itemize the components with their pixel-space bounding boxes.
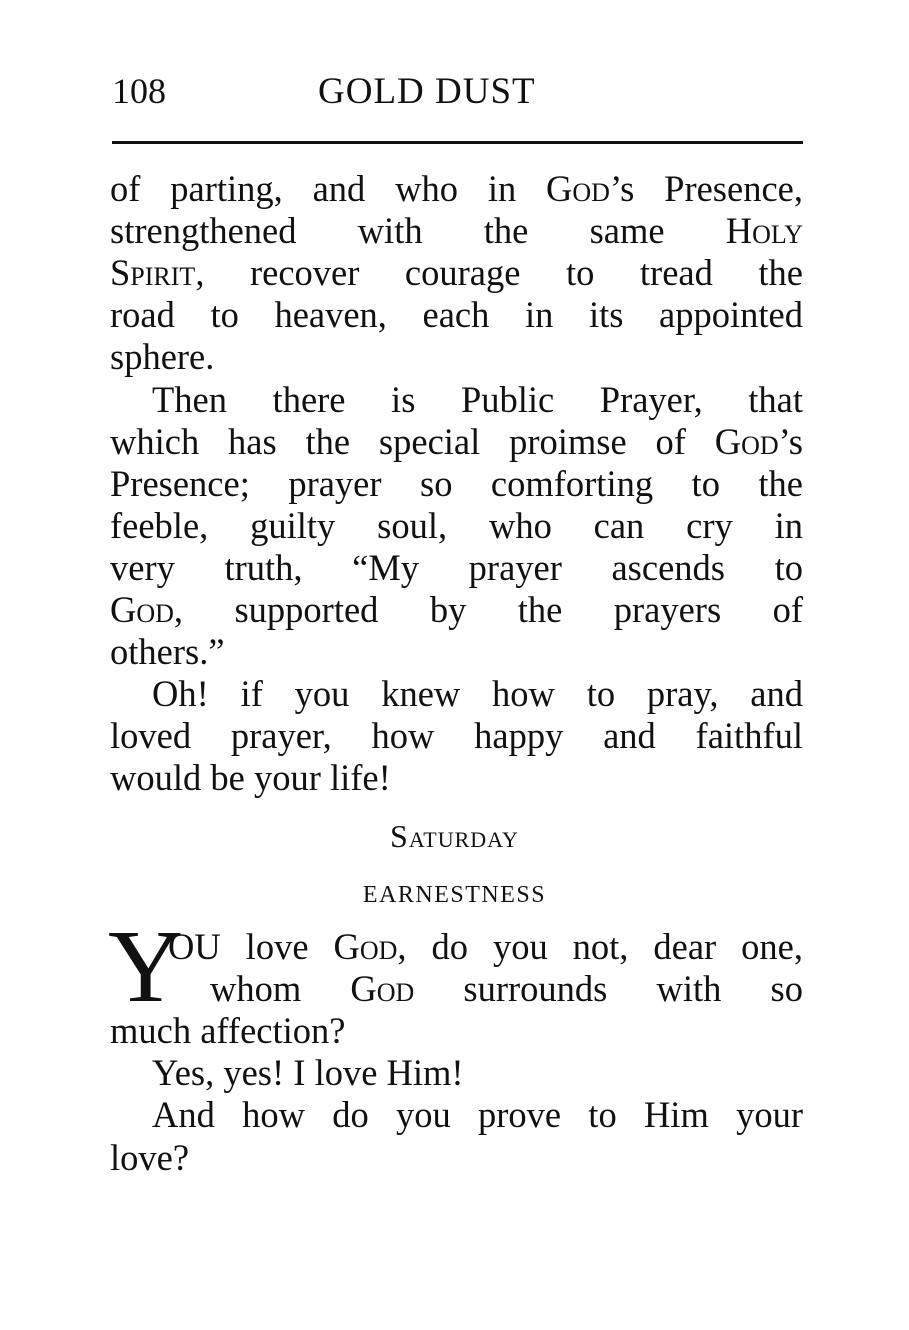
text-line <box>152 673 803 715</box>
text-segment: , supported by the prayers of <box>173 589 803 630</box>
text-segment: OU love <box>168 926 334 967</box>
text-segment: And how do you prove to Him your <box>152 1094 803 1136</box>
text-segment: would be your life! <box>110 757 391 799</box>
text-line <box>110 589 803 631</box>
small-caps-word: God <box>333 926 398 967</box>
text-line <box>110 715 803 757</box>
text-line <box>210 968 803 1010</box>
text-segment: , recover courage to tread the <box>195 252 803 294</box>
text-segment: much affection? <box>110 1010 346 1052</box>
small-caps-word: God <box>714 420 779 462</box>
text-line <box>110 505 803 547</box>
text-segment: road to heaven, each in its appointed <box>110 294 803 336</box>
text-line <box>110 421 803 463</box>
text-segment: feeble, guilty soul, who can cry in <box>110 504 803 546</box>
small-caps-word: God <box>110 589 174 630</box>
text-segment: ’s Presence, <box>609 168 803 209</box>
text-segment: Yes, yes! I love Him! <box>152 1052 464 1094</box>
text-segment: very truth, “My prayer ascends to <box>110 546 803 588</box>
text-line <box>110 547 803 589</box>
text-line <box>110 1010 803 1052</box>
text-line <box>110 294 803 336</box>
text-segment: Oh! if you knew how to pray, and <box>152 673 803 715</box>
text-segment: loved prayer, how happy and faithful <box>110 715 803 757</box>
text-line <box>110 757 803 799</box>
small-caps-word: God <box>350 968 415 1010</box>
text-segment: others.” <box>110 631 225 673</box>
small-caps-word: God <box>546 168 610 209</box>
section-subheading: EARNESTNESS <box>362 882 547 908</box>
text-line <box>110 463 803 505</box>
text-segment: Presence; prayer so comforting to the <box>110 462 803 504</box>
section-heading <box>0 818 909 855</box>
text-segment: strengthened with the same <box>110 210 726 252</box>
text-segment: love? <box>110 1136 190 1178</box>
text-segment: surrounds with so <box>414 968 803 1010</box>
page-number: 108 <box>112 71 166 111</box>
text-line <box>110 336 803 378</box>
text-line <box>152 379 803 421</box>
small-caps-word: Holy <box>725 210 803 252</box>
text-line <box>110 631 803 673</box>
text-segment: ’s <box>778 420 803 462</box>
section-heading-text: Saturday <box>390 818 519 854</box>
text-segment: of parting, and who in <box>110 168 547 209</box>
text-segment: Then there is Public Prayer, that <box>152 378 803 420</box>
text-line <box>110 168 803 210</box>
text-line <box>110 252 803 294</box>
text-segment: , do you not, dear one, <box>397 926 803 967</box>
text-line <box>110 1137 803 1179</box>
text-line <box>152 1052 803 1094</box>
text-segment: whom <box>210 968 351 1010</box>
running-title: GOLD DUST <box>318 71 536 112</box>
drop-cap: Y <box>108 909 184 1024</box>
text-segment: which has the special proimse of <box>110 420 715 462</box>
text-line <box>168 926 803 968</box>
text-line <box>152 1094 803 1136</box>
text-segment: sphere. <box>110 336 215 378</box>
text-line <box>110 210 803 252</box>
small-caps-word: Spirit <box>110 252 196 294</box>
header-rule <box>112 141 803 144</box>
